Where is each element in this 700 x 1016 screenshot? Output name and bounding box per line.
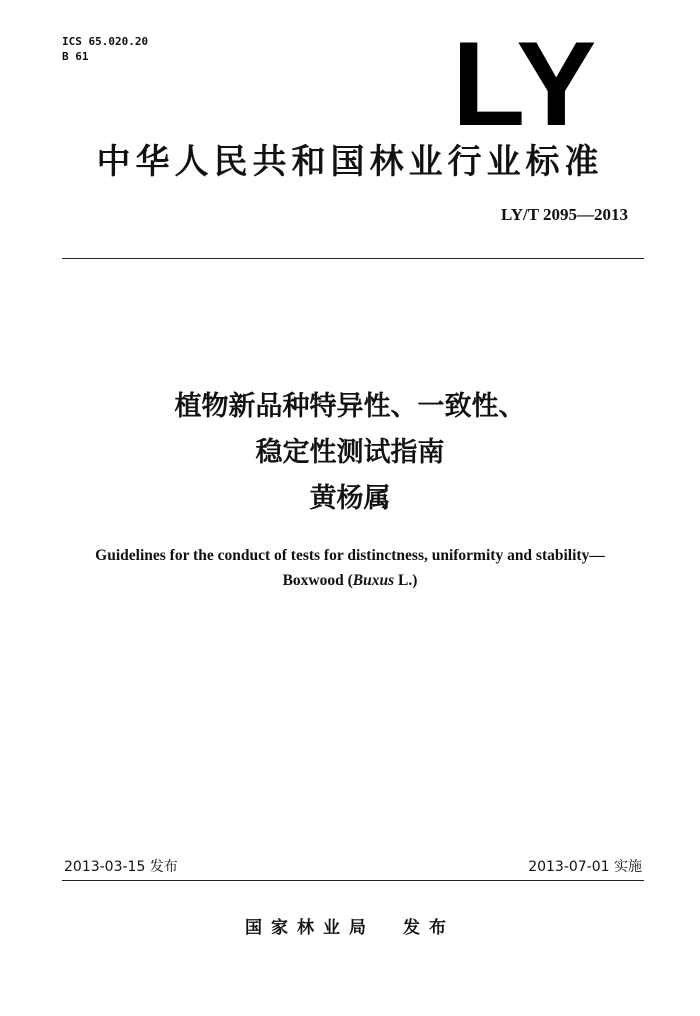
ccs-code: B 61	[62, 50, 89, 63]
bottom-divider	[62, 880, 644, 881]
english-title-suffix: L.)	[394, 572, 418, 589]
standard-category-title: 中华人民共和国林业行业标准	[96, 142, 604, 182]
english-title-line-2	[0, 568, 700, 593]
english-title-line-1: Guidelines for the conduct of tests for distinctness, uniformity and stability—	[95, 547, 605, 564]
publisher-action: 发布	[403, 918, 455, 938]
standard-logo: LY	[452, 17, 599, 151]
chinese-title-line-3: 黄杨属	[309, 483, 391, 514]
publisher-line	[0, 913, 700, 938]
ics-code: ICS 65.020.20	[62, 35, 149, 48]
english-title-prefix: Boxwood (	[282, 572, 353, 589]
english-title	[0, 543, 700, 593]
chinese-title-line-1: 植物新品种特异性、一致性、	[174, 391, 526, 422]
chinese-title-line-2: 稳定性测试指南	[255, 437, 445, 468]
genus-name: Buxus	[352, 572, 395, 589]
top-divider	[62, 258, 644, 259]
standard-number: LY/T 2095—2013	[500, 205, 628, 224]
chinese-title	[0, 384, 700, 522]
classification-codes	[62, 34, 148, 64]
publisher-name: 国家林业局	[245, 918, 375, 938]
implementation-date: 2013-07-01 实施	[528, 859, 642, 875]
issue-date: 2013-03-15 发布	[64, 859, 178, 875]
